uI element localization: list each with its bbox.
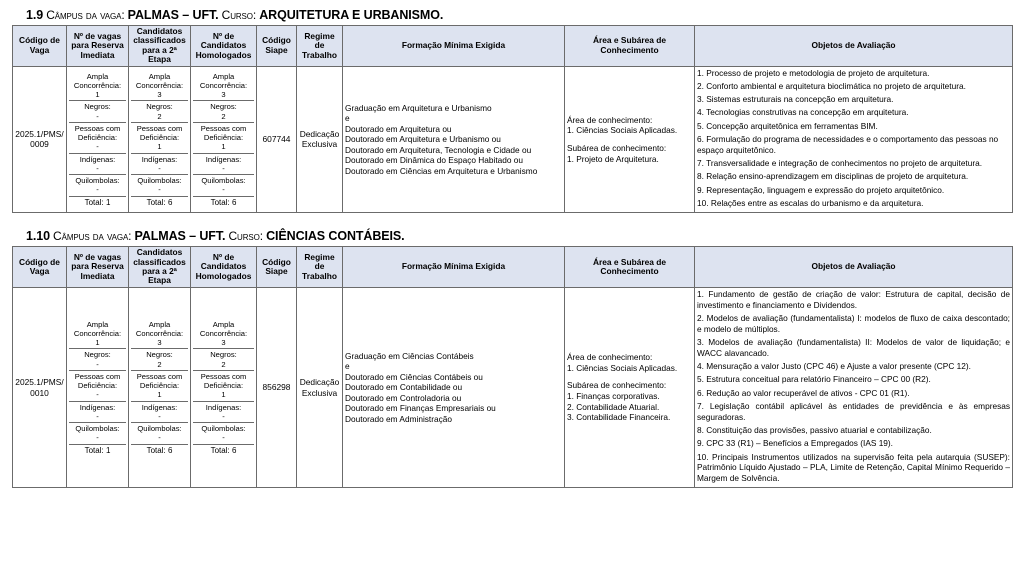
header-line: Etapa <box>148 54 171 65</box>
label: Quilombolas: <box>75 424 120 434</box>
classificados-pcd <box>131 122 188 153</box>
col-homologados <box>191 247 257 288</box>
formacao-line: Doutorado em Contabilidade ou <box>345 382 463 393</box>
value: 3 <box>221 90 226 100</box>
header-line: Conhecimento <box>600 266 659 277</box>
col-classificados <box>129 26 191 67</box>
formacao-line: Doutorado em Arquitetura e Urbanismo ou <box>345 134 501 145</box>
area-label: Área de conhecimento: <box>567 114 653 125</box>
value: - <box>96 390 99 400</box>
value: 2 <box>157 359 162 369</box>
label: Concorrência: <box>135 328 184 338</box>
objeto-item: 2. Modelos de avaliação (fundamentalista) I: modelos de fluxo de caixa descontado; e modelo de múltiplos. <box>697 312 1010 334</box>
header-line: Trabalho <box>302 270 337 281</box>
homologados-indigenas <box>193 153 254 175</box>
classificados-negros <box>131 349 188 371</box>
cell-area-subarea <box>565 66 695 213</box>
header-line: Regime <box>304 251 335 262</box>
classificados-indigenas <box>131 401 188 423</box>
label: Concorrência: <box>135 80 184 90</box>
header-line: Área e Subárea de <box>592 35 667 46</box>
objeto-item: 3. Sistemas estruturais na concepção em arquitetura. <box>697 94 894 105</box>
formacao-line: e <box>345 361 350 372</box>
header-line: Vaga <box>29 266 50 277</box>
reserva-negros <box>69 349 126 371</box>
header-line: Nº de <box>212 251 235 262</box>
document-page <box>0 8 1024 564</box>
value: 2 <box>221 359 226 369</box>
label: Deficiência: <box>203 381 244 391</box>
cell-codigo-vaga <box>13 287 67 488</box>
label: Negros: <box>210 102 237 112</box>
homologados-ampla <box>193 71 254 101</box>
col-homologados <box>191 26 257 67</box>
codigo-vaga-line1: 2025.1/PMS/ <box>15 128 64 139</box>
col-regime-trabalho <box>297 26 343 67</box>
objeto-item: 9. CPC 33 (R1) – Benefícios a Empregados (IAS 19). <box>697 438 893 449</box>
cell-codigo-siape: 607744 <box>257 66 297 213</box>
label: Negros: <box>146 350 173 360</box>
formacao-line: Doutorado em Ciências Contábeis ou <box>345 371 483 382</box>
value: - <box>96 411 99 421</box>
objeto-item: 8. Constituição das provisões, passivo atuarial e contabilização. <box>697 424 932 435</box>
vacancy-table-1-10 <box>12 246 1013 488</box>
subarea-item: 1. Finanças corporativas. <box>567 391 660 402</box>
value: 1 <box>221 390 226 400</box>
formacao-line: Graduação em Arquitetura e Urbanismo <box>345 102 492 113</box>
header-line: Área e Subárea de <box>592 256 667 267</box>
label: Deficiência: <box>203 133 244 143</box>
value: - <box>158 411 161 421</box>
homologados-quilombolas <box>193 423 254 445</box>
objeto-item: 7. Transversalidade e integração de conhecimentos no projeto de arquitetura. <box>697 158 983 169</box>
table-header-row <box>13 247 1013 288</box>
label: Deficiência: <box>77 133 118 143</box>
header-line: classificados <box>133 256 186 267</box>
header-line: Nº de vagas <box>73 30 122 41</box>
formacao-line: Doutorado em Administração <box>345 413 452 424</box>
formacao-line: Doutorado em Finanças Empresariais ou <box>345 403 496 414</box>
classificados-total: Total: 6 <box>146 197 173 207</box>
value: - <box>222 433 225 443</box>
label: Ampla <box>86 319 109 329</box>
label: Ampla <box>148 71 171 81</box>
section-curso-value: CIÊNCIAS CONTÁBEIS. <box>266 229 405 244</box>
subarea-label: Subárea de conhecimento: <box>567 380 667 391</box>
label: Deficiência: <box>77 381 118 391</box>
value: - <box>96 142 99 152</box>
header-line: Vaga <box>29 44 50 55</box>
value: - <box>222 185 225 195</box>
label: Concorrência: <box>73 328 122 338</box>
header-line: Trabalho <box>302 49 337 60</box>
objeto-item: 5. Concepção arquitetônica em ferramentas BIM. <box>697 120 878 131</box>
header-line: Homologados <box>195 49 252 60</box>
value: 3 <box>157 90 162 100</box>
cell-reserva-imediata <box>67 66 129 213</box>
reserva-pcd <box>69 122 126 153</box>
label: Negros: <box>84 102 111 112</box>
area-label: Área de conhecimento: <box>567 352 653 363</box>
section-1-10 <box>0 229 1024 488</box>
label: Pessoas com <box>136 123 183 133</box>
value: 1 <box>157 142 162 152</box>
header-line: Siape <box>265 266 288 277</box>
value: - <box>96 163 99 173</box>
label: Indígenas: <box>205 402 242 412</box>
value: 2 <box>157 111 162 121</box>
header-line: Regime <box>304 30 335 41</box>
formacao-line: Graduação em Ciências Contábeis <box>345 351 474 361</box>
header-line: Candidatos <box>136 247 183 258</box>
classificados-total: Total: 6 <box>146 445 173 455</box>
label: Indígenas: <box>141 154 178 164</box>
section-curso-value: ARQUITETURA E URBANISMO. <box>259 8 444 22</box>
section-number: 1.10 <box>26 229 50 244</box>
col-codigo-vaga <box>13 26 67 67</box>
objeto-item: 10. Principais Instrumentos utilizados na supervisão feita pela autarquia (SUSEP): Patrimônio Líquido Ajustado – PLA, Limite de Retenção, Capital Mínimo Requerido – Margem de Solvência. <box>697 451 1010 484</box>
header-line: Imediata <box>80 270 115 281</box>
header-line: Candidatos <box>136 26 183 36</box>
regime-line2: Exclusiva <box>301 139 338 150</box>
classificados-negros <box>131 101 188 123</box>
col-formacao-minima: Formação Mínima Exigida <box>343 247 565 288</box>
value: 1 <box>157 390 162 400</box>
col-formacao-minima: Formação Mínima Exigida <box>343 26 565 67</box>
classificados-indigenas <box>131 153 188 175</box>
codigo-vaga-line1: 2025.1/PMS/ <box>15 376 64 387</box>
table-header-row <box>13 26 1013 67</box>
header-line: Candidatos <box>200 40 247 51</box>
section-campus-label: Câmpus da vaga: <box>46 8 125 22</box>
homologados-negros <box>193 101 254 123</box>
header-line: para Reserva <box>71 40 124 51</box>
header-line: Código <box>262 256 291 267</box>
area-item: 1. Ciências Sociais Aplicadas. <box>567 362 678 373</box>
label: Indígenas: <box>141 402 178 412</box>
header-line: Código <box>262 35 291 46</box>
section-1-9 <box>0 8 1024 213</box>
header-line: Código de <box>19 256 60 267</box>
reserva-ampla <box>69 319 126 349</box>
col-objetos-avaliacao: Objetos de Avaliação <box>695 247 1013 288</box>
col-regime-trabalho <box>297 247 343 288</box>
homologados-indigenas <box>193 401 254 423</box>
label: Quilombolas: <box>137 424 182 434</box>
header-line: Siape <box>265 44 288 55</box>
homologados-pcd <box>193 370 254 401</box>
value: 1 <box>221 142 226 152</box>
objeto-item: 3. Modelos de avaliação (fundamentalista) II: Modelos de valor de liquidação; e WACC alavancado. <box>697 336 1010 358</box>
regime-line2: Exclusiva <box>301 387 338 398</box>
label: Pessoas com <box>74 371 121 381</box>
reserva-ampla <box>69 71 126 101</box>
regime-line1: Dedicação <box>299 128 340 139</box>
objeto-item: 4. Mensuração a valor Justo (CPC 46) e Ajuste a valor presente (CPC 12). <box>697 361 971 372</box>
homologados-total: Total: 6 <box>210 197 237 207</box>
value: - <box>222 411 225 421</box>
reserva-breakdown <box>69 319 126 457</box>
value: - <box>222 163 225 173</box>
subarea-item: 1. Projeto de Arquitetura. <box>567 153 659 164</box>
formacao-line: Doutorado em Dinâmica do Espaço Habitado ou <box>345 155 524 166</box>
col-area-subarea <box>565 247 695 288</box>
label: Indígenas: <box>79 154 116 164</box>
reserva-quilombolas <box>69 175 126 197</box>
objeto-item: 2. Conforto ambiental e arquitetura bioclimática no projeto de arquitetura. <box>697 80 966 91</box>
formacao-line: Doutorado em Arquitetura, Tecnologia e Cidade ou <box>345 144 532 155</box>
header-line: para a 2ª <box>142 44 177 55</box>
objeto-item: 7. Legislação contábil aplicável às entidades de previdência e às empresas seguradoras. <box>697 400 1010 422</box>
objeto-item: 4. Tecnologias construtivas na concepção em arquitetura. <box>697 107 909 118</box>
table-row <box>13 66 1013 213</box>
table-row <box>13 287 1013 488</box>
classificados-ampla <box>131 71 188 101</box>
objeto-item: 10. Relações entre as escalas do urbanismo e da arquitetura. <box>697 197 924 208</box>
label: Concorrência: <box>199 328 248 338</box>
classificados-quilombolas <box>131 175 188 197</box>
header-line: de <box>314 40 325 51</box>
section-curso-label: Curso: <box>228 229 263 244</box>
value: - <box>96 433 99 443</box>
section-campus-value: PALMAS – UFT. <box>127 8 219 22</box>
header-line: classificados <box>133 35 186 46</box>
label: Pessoas com <box>74 123 121 133</box>
cell-codigo-vaga <box>13 66 67 213</box>
header-line: Nº de vagas <box>73 251 122 262</box>
value: - <box>158 433 161 443</box>
spacer <box>567 373 692 380</box>
value: - <box>96 185 99 195</box>
cell-homologados <box>191 287 257 488</box>
cell-regime-trabalho <box>297 66 343 213</box>
label: Ampla <box>212 319 235 329</box>
formacao-line: Doutorado em Arquitetura ou <box>345 123 452 134</box>
col-area-subarea <box>565 26 695 67</box>
subarea-item: 3. Contabilidade Financeira. <box>567 412 671 423</box>
formacao-line: Doutorado em Ciências em Arquitetura e Urbanismo <box>345 165 538 176</box>
col-codigo-vaga <box>13 247 67 288</box>
section-title-1-9 <box>26 8 1012 22</box>
header-line: Conhecimento <box>600 44 659 55</box>
value: - <box>158 163 161 173</box>
section-curso-label: Curso: <box>221 8 257 22</box>
homologados-negros <box>193 349 254 371</box>
objeto-item: 6. Redução ao valor recuperável de ativos - CPC 01 (R1). <box>697 387 910 398</box>
label: Quilombolas: <box>201 176 246 186</box>
label: Concorrência: <box>73 80 122 90</box>
section-campus-label: Câmpus da vaga: <box>53 229 132 244</box>
reserva-indigenas <box>69 153 126 175</box>
label: Pessoas com <box>136 371 183 381</box>
label: Quilombolas: <box>137 176 182 186</box>
classificados-pcd <box>131 370 188 401</box>
col-objetos-avaliacao: Objetos de Avaliação <box>695 26 1013 67</box>
reserva-total: Total: 1 <box>84 197 111 207</box>
col-reserva-imediata <box>67 247 129 288</box>
label: Quilombolas: <box>75 176 120 186</box>
label: Ampla <box>86 71 109 81</box>
cell-classificados <box>129 66 191 213</box>
section-title-1-10 <box>26 229 1012 243</box>
homologados-quilombolas <box>193 175 254 197</box>
header-line: Nº de <box>212 30 235 41</box>
cell-regime-trabalho <box>297 287 343 488</box>
header-line: para Reserva <box>71 261 124 272</box>
col-reserva-imediata <box>67 26 129 67</box>
subarea-label: Subárea de conhecimento: <box>567 142 667 153</box>
codigo-vaga-line2: 0009 <box>30 139 49 150</box>
section-number: 1.9 <box>26 8 44 22</box>
label: Pessoas com <box>200 123 247 133</box>
header-line: Etapa <box>148 275 171 286</box>
label: Indígenas: <box>205 154 242 164</box>
value: 3 <box>157 338 162 348</box>
col-codigo-siape <box>257 247 297 288</box>
cell-area-subarea <box>565 287 695 488</box>
regime-line1: Dedicação <box>299 377 340 388</box>
objeto-item: 6. Formulação do programa de necessidades e o comportamento das pessoas no espaço arquitetônico. <box>697 134 999 155</box>
value: 1 <box>95 338 100 348</box>
cell-formacao-minima <box>343 66 565 213</box>
label: Negros: <box>210 350 237 360</box>
homologados-pcd <box>193 122 254 153</box>
header-line: Candidatos <box>200 261 247 272</box>
col-codigo-siape <box>257 26 297 67</box>
section-campus-value: PALMAS – UFT. <box>134 229 226 244</box>
label: Indígenas: <box>79 402 116 412</box>
reserva-breakdown <box>69 71 126 209</box>
cell-objetos-avaliacao <box>695 66 1013 213</box>
vacancy-table-1-9 <box>12 25 1013 213</box>
value: 2 <box>221 111 226 121</box>
label: Pessoas com <box>200 371 247 381</box>
reserva-total: Total: 1 <box>84 445 111 455</box>
value: 1 <box>95 90 100 100</box>
reserva-negros <box>69 101 126 123</box>
col-classificados <box>129 247 191 288</box>
label: Deficiência: <box>139 381 180 391</box>
value: 3 <box>221 338 226 348</box>
reserva-quilombolas <box>69 423 126 445</box>
header-line: Imediata <box>80 49 115 60</box>
formacao-line: Doutorado em Controladoria ou <box>345 392 462 403</box>
reserva-pcd <box>69 370 126 401</box>
objeto-item: 1. Fundamento de gestão de criação de valor: Estrutura de capital, decisão de investimento e financiamento e Dividendos. <box>697 288 1010 310</box>
formacao-line: e <box>345 113 350 124</box>
reserva-indigenas <box>69 401 126 423</box>
label: Negros: <box>84 350 111 360</box>
homologados-breakdown <box>193 319 254 457</box>
header-line: para a 2ª <box>142 266 177 277</box>
value: - <box>96 111 99 121</box>
cell-objetos-avaliacao <box>695 287 1013 488</box>
header-line: Código de <box>19 35 60 46</box>
objeto-item: 9. Representação, linguagem e expressão do projeto arquitetônico. <box>697 184 945 195</box>
cell-reserva-imediata <box>67 287 129 488</box>
objeto-item: 5. Estrutura conceitual para relatório Financeiro – CPC 00 (R2). <box>697 374 931 385</box>
objeto-item: 8. Relação ensino-aprendizagem em disciplinas de projeto de arquitetura. <box>697 171 969 182</box>
spacer <box>567 136 692 143</box>
objeto-item: 1. Processo de projeto e metodologia de projeto de arquitetura. <box>697 67 930 78</box>
area-item: 1. Ciências Sociais Aplicadas. <box>567 125 678 136</box>
label: Negros: <box>146 102 173 112</box>
label: Ampla <box>148 319 171 329</box>
classificados-breakdown <box>131 71 188 209</box>
cell-formacao-minima <box>343 287 565 488</box>
label: Quilombolas: <box>201 424 246 434</box>
homologados-breakdown <box>193 71 254 209</box>
header-line: de <box>314 261 325 272</box>
classificados-ampla <box>131 319 188 349</box>
value: - <box>96 359 99 369</box>
cell-codigo-siape: 856298 <box>257 287 297 488</box>
classificados-quilombolas <box>131 423 188 445</box>
homologados-ampla <box>193 319 254 349</box>
label: Deficiência: <box>139 133 180 143</box>
codigo-vaga-line2: 0010 <box>30 387 49 398</box>
classificados-breakdown <box>131 319 188 457</box>
homologados-total: Total: 6 <box>210 445 237 455</box>
label: Ampla <box>212 71 235 81</box>
label: Concorrência: <box>199 80 248 90</box>
cell-homologados <box>191 66 257 213</box>
cell-classificados <box>129 287 191 488</box>
header-line: Homologados <box>195 270 252 281</box>
subarea-item: 2. Contabilidade Atuarial. <box>567 401 660 412</box>
value: - <box>158 185 161 195</box>
